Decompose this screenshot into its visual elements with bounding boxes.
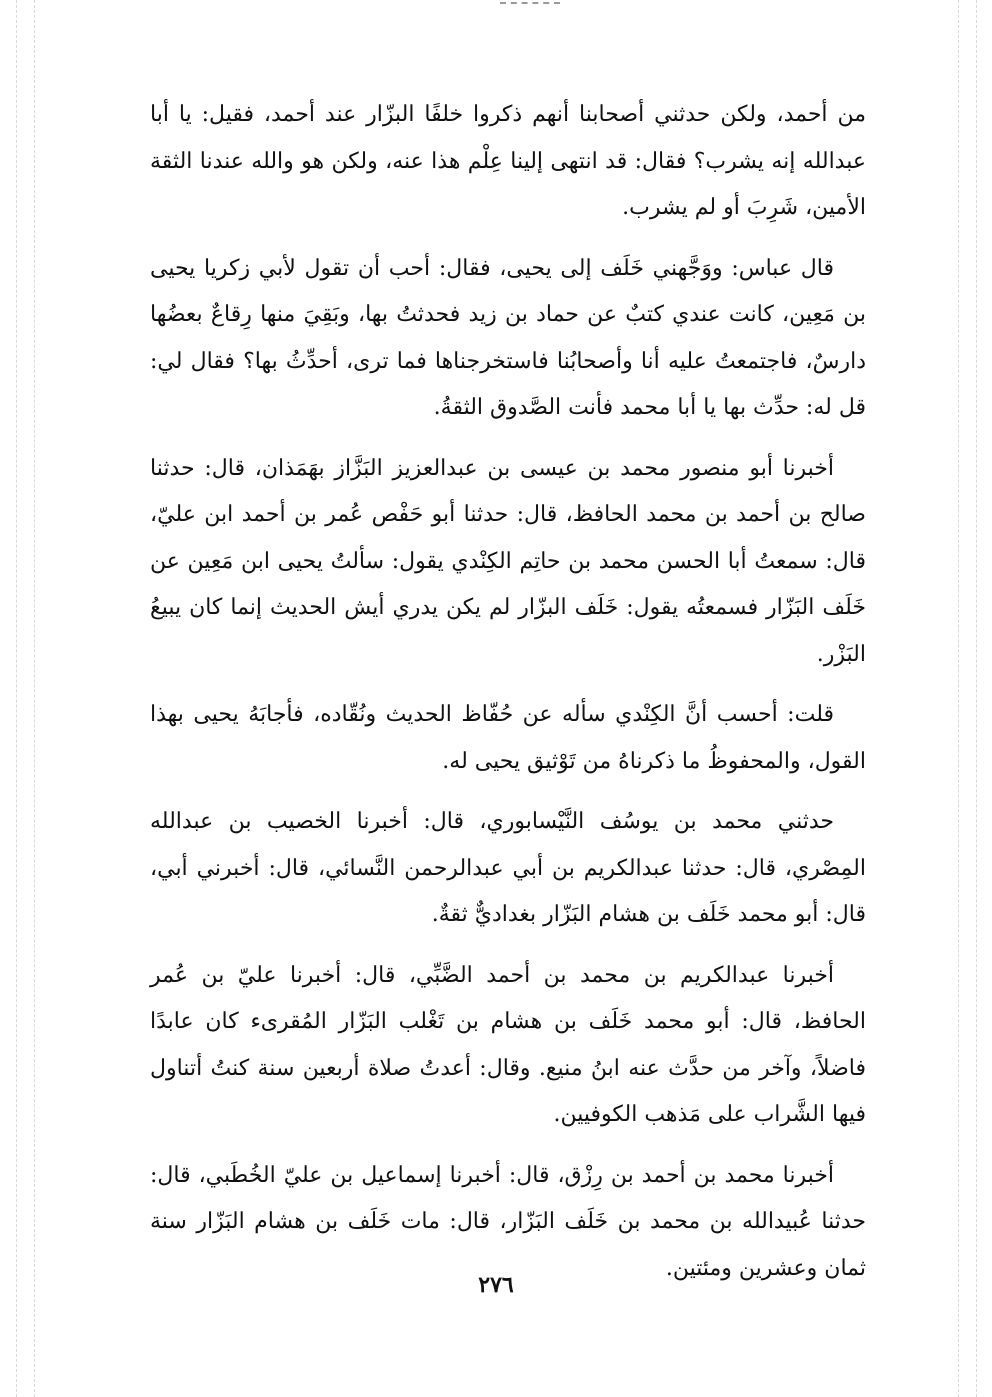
paragraph: حدثني محمد بن يوسُف النَّيْسابوري، قال: أخبرنا الخصيب بن عبدالله المِصْري، قال: حدثنا عبدالكريم بن أبي عبدالرحمن النَّسائي، قال: أخبرني أبي، قال: أبو محمد خَلَف بن هشام البَزّار بغداديٌّ ثقةٌ. xyxy=(150,809,866,927)
paragraph: من أحمد، ولكن حدثني أصحابنا أنهم ذكروا خلفًا البزّار عند أحمد، فقيل: يا أبا عبدالله إنه يشرب؟ فقال: قد انتهى إلينا عِلْم هذا عنه، ولكن هو والله عندنا الثقة الأمين، شَرِبَ أو لم يشرب. xyxy=(150,102,866,220)
scan-edge-mark xyxy=(500,2,560,4)
paragraph: أخبرنا أبو منصور محمد بن عيسى بن عبدالعزيز البَزَّاز بهَمَذان، قال: حدثنا صالح بن أحمد بن محمد الحافظ، قال: حدثنا أبو حَفْص عُمر بن أحمد ابن عليّ، قال: سمعتُ أبا الحسن محمد بن حاتِم الكِنْدي يقول: سألتُ يحيى ابن مَعِين عن خَلَف البَزّار فسمعتُه يقول: خَلَف البزّار لم يكن يدري أيش الحديث إنما كان يبيعُ البَزْر. xyxy=(150,455,866,667)
scan-margin-line xyxy=(958,0,959,1397)
paragraph: أخبرنا عبدالكريم بن محمد بن أحمد الضَّبِّي، قال: أخبرنا عليّ بن عُمر الحافظ، قال: أبو محمد خَلَف بن هشام بن تَغْلب البَزّار المُقرىء كان عابدًا فاضلاً، وآخر من حدَّث عنه ابنُ منيع. وقال: أعدتُ صلاة أربعين سنة كنتُ أتناول فيها الشَّراب على مَذهب الكوفيين. xyxy=(150,962,866,1127)
scan-margin-line xyxy=(16,0,17,1397)
paragraph: أخبرنا محمد بن أحمد بن رِزْق، قال: أخبرنا إسماعيل بن عليّ الخُطَبي، قال: حدثنا عُبيدالله بن محمد بن خَلَف البَزّار، قال: مات خَلَف بن هشام البَزّار سنة ثمان وعشرين ومئتين. xyxy=(150,1162,866,1281)
paragraph: قلت: أحسب أنَّ الكِنْدي سأله عن حُفّاظ الحديث ونُقّاده، فأجابَهُ يحيى بهذا القول، والمحفوظُ ما ذكرناهُ من تَوْثيق يحيى له. xyxy=(150,702,866,774)
page-number: ٢٧٦ xyxy=(478,1272,514,1298)
body-text xyxy=(150,92,866,1306)
scan-margin-line xyxy=(976,0,977,1397)
paragraph: قال عباس: ووَجَّهني خَلَف إلى يحيى، فقال: أحب أن تقول لأبي زكريا يحيى بن مَعِين، كانت عندي كتبٌ عن حماد بن زيد فحدثتُ بها، وبَقِيَ منها رِقاعٌ بعضُها دارسٌ، فاجتمعتُ عليه أنا وأصحابُنا فاستخرجناها فما ترى، أحدِّثُ بها؟ فقال لي: قل له: حدِّث بها يا أبا محمد فأنت الصَّدوق الثقةُ. xyxy=(150,255,866,420)
scan-margin-line xyxy=(34,0,35,1397)
